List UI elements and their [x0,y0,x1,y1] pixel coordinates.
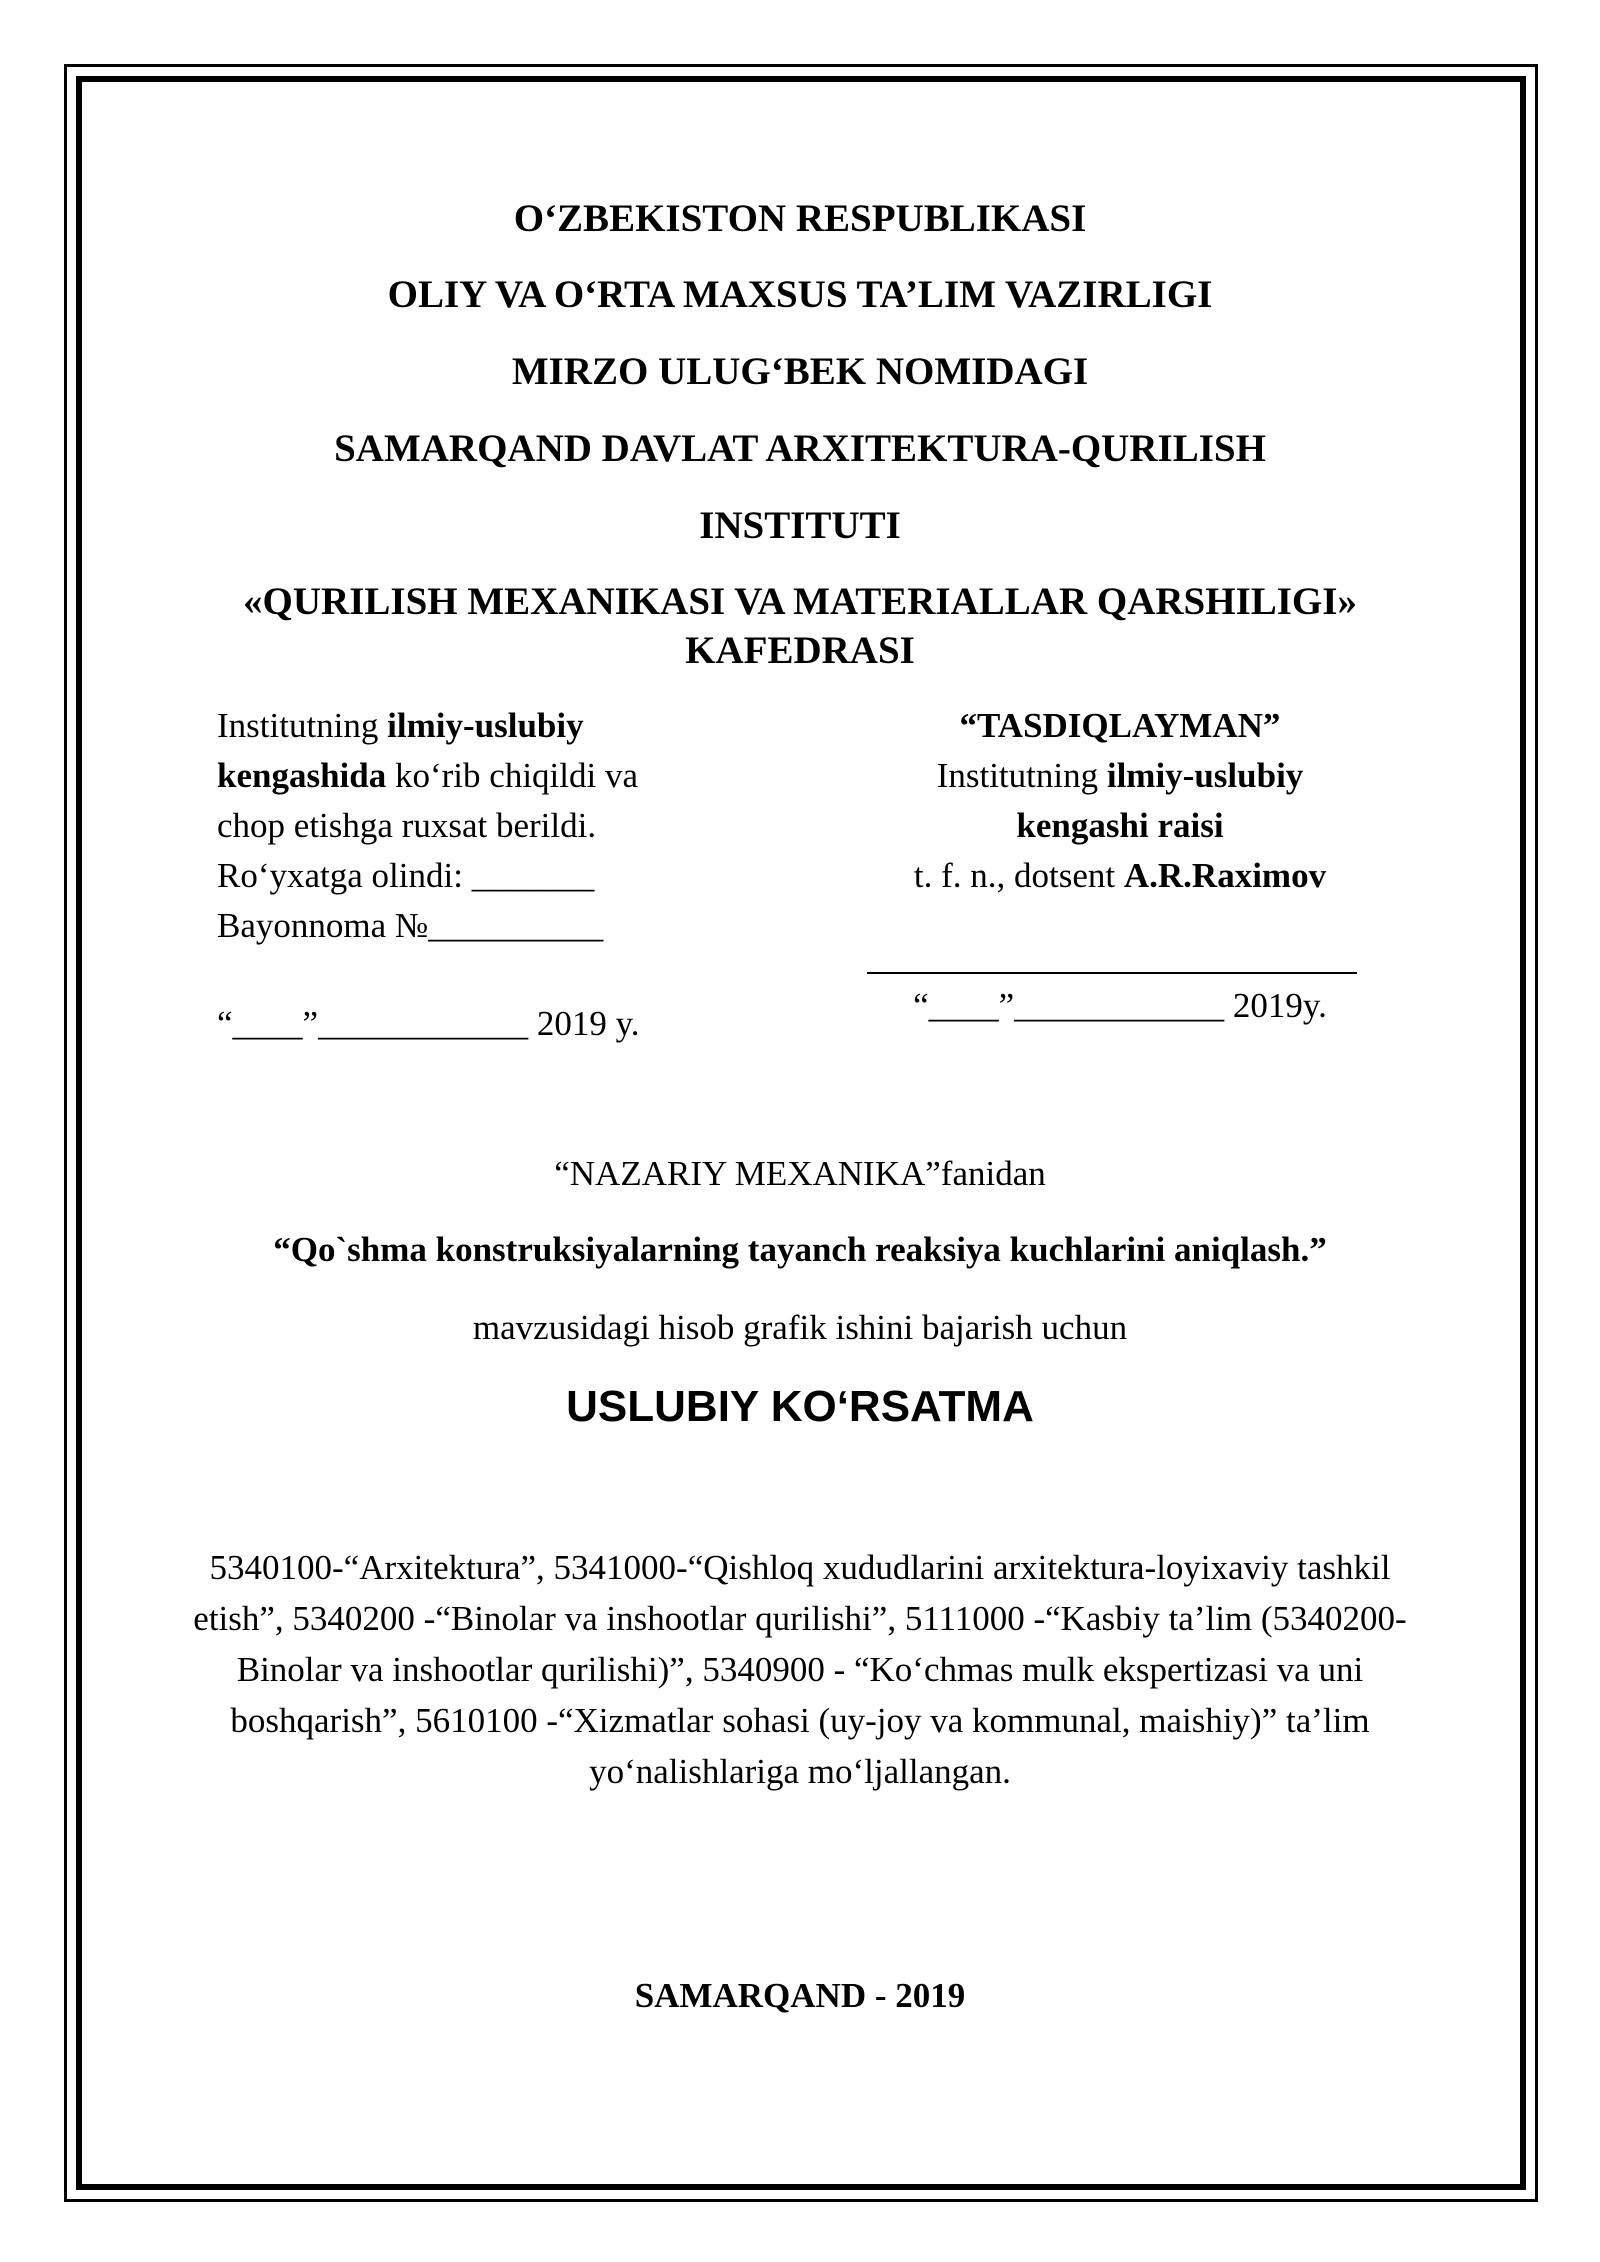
document-title: USLUBIY KO‘RSATMA [566,1382,1034,1431]
header-ministry: OLIY VA O‘RTA MAXSUS TA’LIM VAZIRLIGI [387,273,1213,316]
right-block-line-3: kengashi raisi [1016,806,1224,845]
purpose-line: mavzusidagi hisob grafik ishini bajarish uchun [472,1308,1128,1347]
left-block-line-2: kengashida ko‘rib chiqildi va [217,756,639,795]
topic-title: “Qo`shma konstruksiyalarning tayanch reaksiya kuchlarini aniqlash.” [273,1230,1327,1269]
header-country: O‘ZBEKISTON RESPUBLIKASI [513,197,1087,240]
subject-line: “NAZARIY MEXANIKA”fanidan [554,1154,1046,1193]
specialties-line-3: Binolar va inshootlar qurilishi)”, 5340900 - “Ko‘chmas mulk ekspertizasi va uni [236,1650,1364,1689]
approval-heading: “TASDIQLAYMAN” [959,706,1281,745]
protocol-number-line: Bayonnoma №__________ [217,906,604,945]
signature-line [867,972,1357,974]
left-block-line-3: chop etishga ruxsat berildi. [217,806,597,845]
left-block-line-1: Institutning ilmiy-uslubiy [217,706,584,745]
specialties-line-5: yo‘nalishlariga mo‘ljallangan. [589,1752,1011,1791]
approver-name-line: t. f. n., dotsent A.R.Raximov [913,856,1327,895]
left-date-line: “____”____________ 2019 y. [217,1004,640,1043]
header-institute-word: INSTITUTI [699,504,901,547]
right-block-line-2: Institutning ilmiy-uslubiy [936,756,1304,795]
registration-line: Ro‘yxatga olindi: _______ [217,856,595,895]
header-department-word: KAFEDRASI [685,629,915,672]
header-institute-name: SAMARQAND DAVLAT ARXITEKTURA-QURILISH [334,427,1266,470]
header-department-name: «QURILISH MEXANIKASI VA MATERIALLAR QARSHILIGI» [243,580,1357,623]
specialties-line-4: boshqarish”, 5610100 -“Xizmatlar sohasi (uy-joy va kommunal, maishiy)” ta’lim [230,1701,1370,1740]
header-named-after: MIRZO ULUG‘BEK NOMIDAGI [511,350,1089,393]
specialties-line-2: etish”, 5340200 -“Binolar va inshootlar qurilishi”, 5111000 -“Kasbiy ta’lim (5340200- [193,1599,1407,1638]
footer-place-year: SAMARQAND - 2019 [634,1976,966,2015]
specialties-line-1: 5340100-“Arxitektura”, 5341000-“Qishloq xududlarini arxitektura-loyixaviy tashkil [209,1548,1391,1587]
right-date-line: “____”____________ 2019y. [913,986,1327,1025]
